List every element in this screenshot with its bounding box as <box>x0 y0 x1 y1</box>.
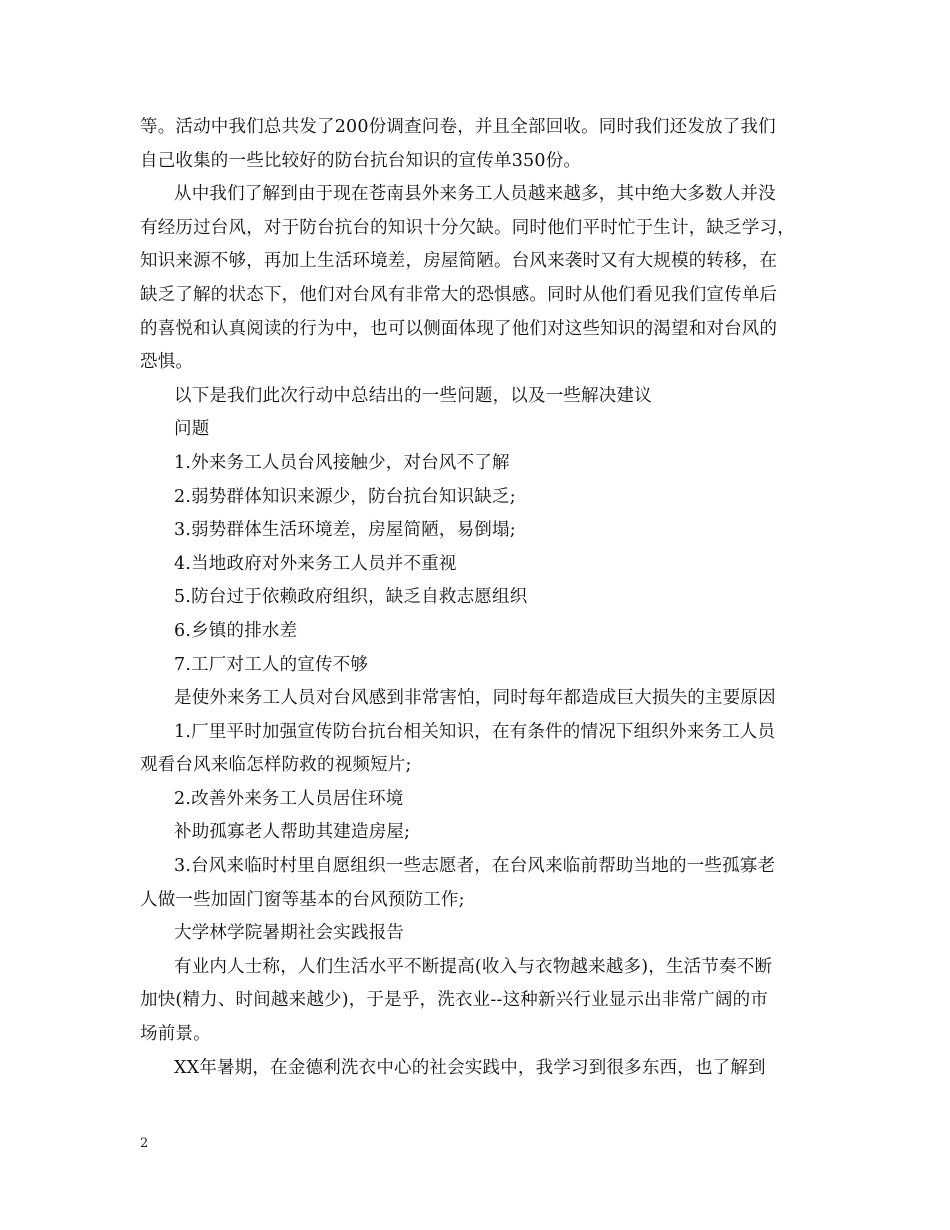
text-line: 补助孤寡老人帮助其建造房屋; <box>174 822 411 843</box>
text-line: 有业内人士称，人们生活水平不断提高(收入与衣物越来越多)，生活节奏不断 <box>174 956 773 977</box>
section-heading: 问题 <box>174 419 210 440</box>
text-line: 的喜悦和认真阅读的行为中，也可以侧面体现了他们对这些知识的渴望和对台风的 <box>140 318 778 339</box>
list-item: 2.弱势群体知识来源少，防台抗台知识缺乏; <box>174 486 516 507</box>
text-line: 自己收集的一些比较好的防台抗台知识的宣传单350份。 <box>140 150 582 171</box>
text-line: 是使外来务工人员对台风感到非常害怕，同时每年都造成巨大损失的主要原因 <box>174 688 776 709</box>
text-line: 有经历过台风，对于防台抗台的知识十分欠缺。同时他们平时忙于生计，缺乏学习， <box>140 217 795 238</box>
text-line: 场前景。 <box>140 1024 211 1045</box>
text-line: 缺乏了解的状态下，他们对台风有非常大的恐惧感。同时从他们看见我们宣传单后 <box>140 284 778 305</box>
text-line: 等。活动中我们总共发了200份调查问卷，并且全部回收。同时我们还发放了我们 <box>140 117 776 137</box>
list-item: 3.台风来临时村里自愿组织一些志愿者，在台风来临前帮助当地的一些孤寡老 <box>174 856 776 877</box>
text-line: 知识来源不够，再加上生活环境差，房屋简陋。台风来袭时又有大规模的转移，在 <box>140 251 778 272</box>
text-line: 加快(精力、时间越来越少)，于是乎，洗衣业--这种新兴行业显示出非常广阔的市 <box>140 990 769 1011</box>
report-title: 大学林学院暑期社会实践报告 <box>174 923 405 944</box>
text-line: XX年暑期，在金德利洗衣中心的社会实践中，我学习到很多东西，也了解到 <box>174 1057 766 1078</box>
text-line: 观看台风来临怎样防救的视频短片; <box>140 755 412 776</box>
list-item: 5.防台过于依赖政府组织，缺乏自救志愿组织 <box>174 587 528 608</box>
page-number: 2 <box>140 1136 149 1151</box>
list-item: 1.外来务工人员台风接触少，对台风不了解 <box>174 452 510 473</box>
list-item: 7.工厂对工人的宣传不够 <box>174 654 369 675</box>
body-text <box>140 111 820 1085</box>
text-line: 恐惧。 <box>140 352 194 373</box>
list-item: 4.当地政府对外来务工人员并不重视 <box>174 553 457 574</box>
list-item: 3.弱势群体生活环境差，房屋简陋，易倒塌; <box>174 520 516 541</box>
list-item: 6.乡镇的排水差 <box>174 620 298 641</box>
text-line: 人做一些加固门窗等基本的台风预防工作; <box>140 889 465 910</box>
list-item: 2.改善外来务工人员居住环境 <box>174 788 404 809</box>
text-line: 从中我们了解到由于现在苍南县外来务工人员越来越多，其中绝大多数人并没 <box>174 184 776 205</box>
list-item: 1.厂里平时加强宣传防台抗台相关知识，在有条件的情况下组织外来务工人员 <box>174 721 776 742</box>
text-line: 以下是我们此次行动中总结出的一些问题，以及一些解决建议 <box>174 385 652 406</box>
